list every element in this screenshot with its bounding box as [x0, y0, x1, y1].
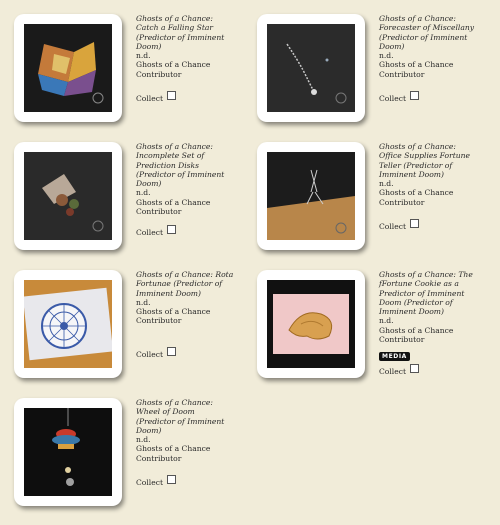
item-date: n.d.	[136, 297, 151, 307]
item-creator: Ghosts of a Chance Contributor	[379, 325, 454, 345]
item-creator: Ghosts of a Chance Contributor	[379, 60, 454, 79]
item-date: n.d.	[379, 179, 394, 189]
item-title[interactable]: Ghosts of a Chance: Wheel of Doom (Predictor of Imminent Doom)	[136, 398, 225, 435]
thumbnail-image	[267, 280, 355, 368]
collect-control[interactable]	[379, 364, 419, 377]
item-creator: Ghosts of a Chance Contributor	[136, 60, 211, 79]
item-date: n.d.	[136, 435, 151, 445]
thumbnail-link[interactable]	[14, 142, 122, 250]
thumbnail-link[interactable]	[257, 14, 365, 122]
collect-checkbox[interactable]	[167, 475, 176, 484]
collect-label: Collect	[136, 228, 164, 237]
item-date: n.d.	[136, 51, 151, 61]
collect-control[interactable]	[379, 91, 419, 104]
item-title[interactable]: Ghosts of a Chance: The fFortune Cookie as a Predictor of Imminent Doom (Predictor of Imminent Doom)	[379, 270, 473, 317]
thumbnail-image	[24, 408, 112, 496]
item-title[interactable]: Ghosts of a Chance: Catch a Falling Star (Predictor of Imminent Doom)	[136, 14, 225, 51]
thumbnail-link[interactable]	[257, 270, 365, 378]
thumbnail-link[interactable]	[257, 142, 365, 250]
media-badge[interactable]: MEDIA	[379, 352, 410, 361]
item-title[interactable]: Ghosts of a Chance: Forecaster of Miscellany (Predictor of Imminent Doom)	[379, 14, 475, 51]
thumbnail-image	[24, 152, 112, 240]
collect-checkbox[interactable]	[167, 225, 176, 234]
item-date: n.d.	[136, 188, 151, 198]
collect-control[interactable]	[136, 475, 176, 488]
item-title[interactable]: Ghosts of a Chance: Office Supplies Fortune Teller (Predictor of Imminent Doom)	[379, 142, 471, 179]
collect-checkbox[interactable]	[410, 364, 419, 373]
thumbnail-image	[267, 152, 355, 240]
collect-label: Collect	[136, 350, 164, 359]
item-creator: Ghosts of a Chance Contributor	[136, 197, 211, 217]
collect-control[interactable]	[136, 225, 176, 238]
result-item	[0, 14, 240, 138]
collect-label: Collect	[379, 222, 407, 231]
thumbnail-link[interactable]	[14, 398, 122, 506]
collect-label: Collect	[136, 478, 164, 487]
item-creator: Ghosts of a Chance Contributor	[379, 188, 454, 207]
collect-control[interactable]	[379, 219, 419, 232]
result-item	[243, 14, 483, 138]
collect-control[interactable]	[136, 347, 176, 360]
result-item	[243, 142, 483, 266]
result-item	[243, 270, 483, 394]
collect-label: Collect	[379, 367, 407, 376]
collect-checkbox[interactable]	[410, 219, 419, 228]
thumbnail-link[interactable]	[14, 14, 122, 122]
collect-control[interactable]	[136, 91, 176, 104]
thumbnail-image	[24, 280, 112, 368]
collect-label: Collect	[136, 94, 164, 103]
collect-checkbox[interactable]	[410, 91, 419, 100]
item-creator: Ghosts of a Chance Contributor	[136, 307, 211, 326]
item-date: n.d.	[379, 51, 394, 61]
collect-checkbox[interactable]	[167, 347, 176, 356]
item-date: n.d.	[379, 316, 394, 326]
thumbnail-image	[267, 24, 355, 112]
result-item	[0, 398, 240, 522]
thumbnail-image	[24, 24, 112, 112]
result-item	[0, 142, 240, 266]
item-creator: Ghosts of a Chance Contributor	[136, 444, 211, 463]
thumbnail-link[interactable]	[14, 270, 122, 378]
item-title[interactable]: Ghosts of a Chance: Incomplete Set of Prediction Disks (Predictor of Imminent Doom)	[136, 142, 225, 189]
collect-checkbox[interactable]	[167, 91, 176, 100]
collect-label: Collect	[379, 94, 407, 103]
result-item	[0, 270, 240, 394]
item-title[interactable]: Ghosts of a Chance: Rota Fortunae (Predictor of Imminent Doom)	[136, 270, 234, 298]
